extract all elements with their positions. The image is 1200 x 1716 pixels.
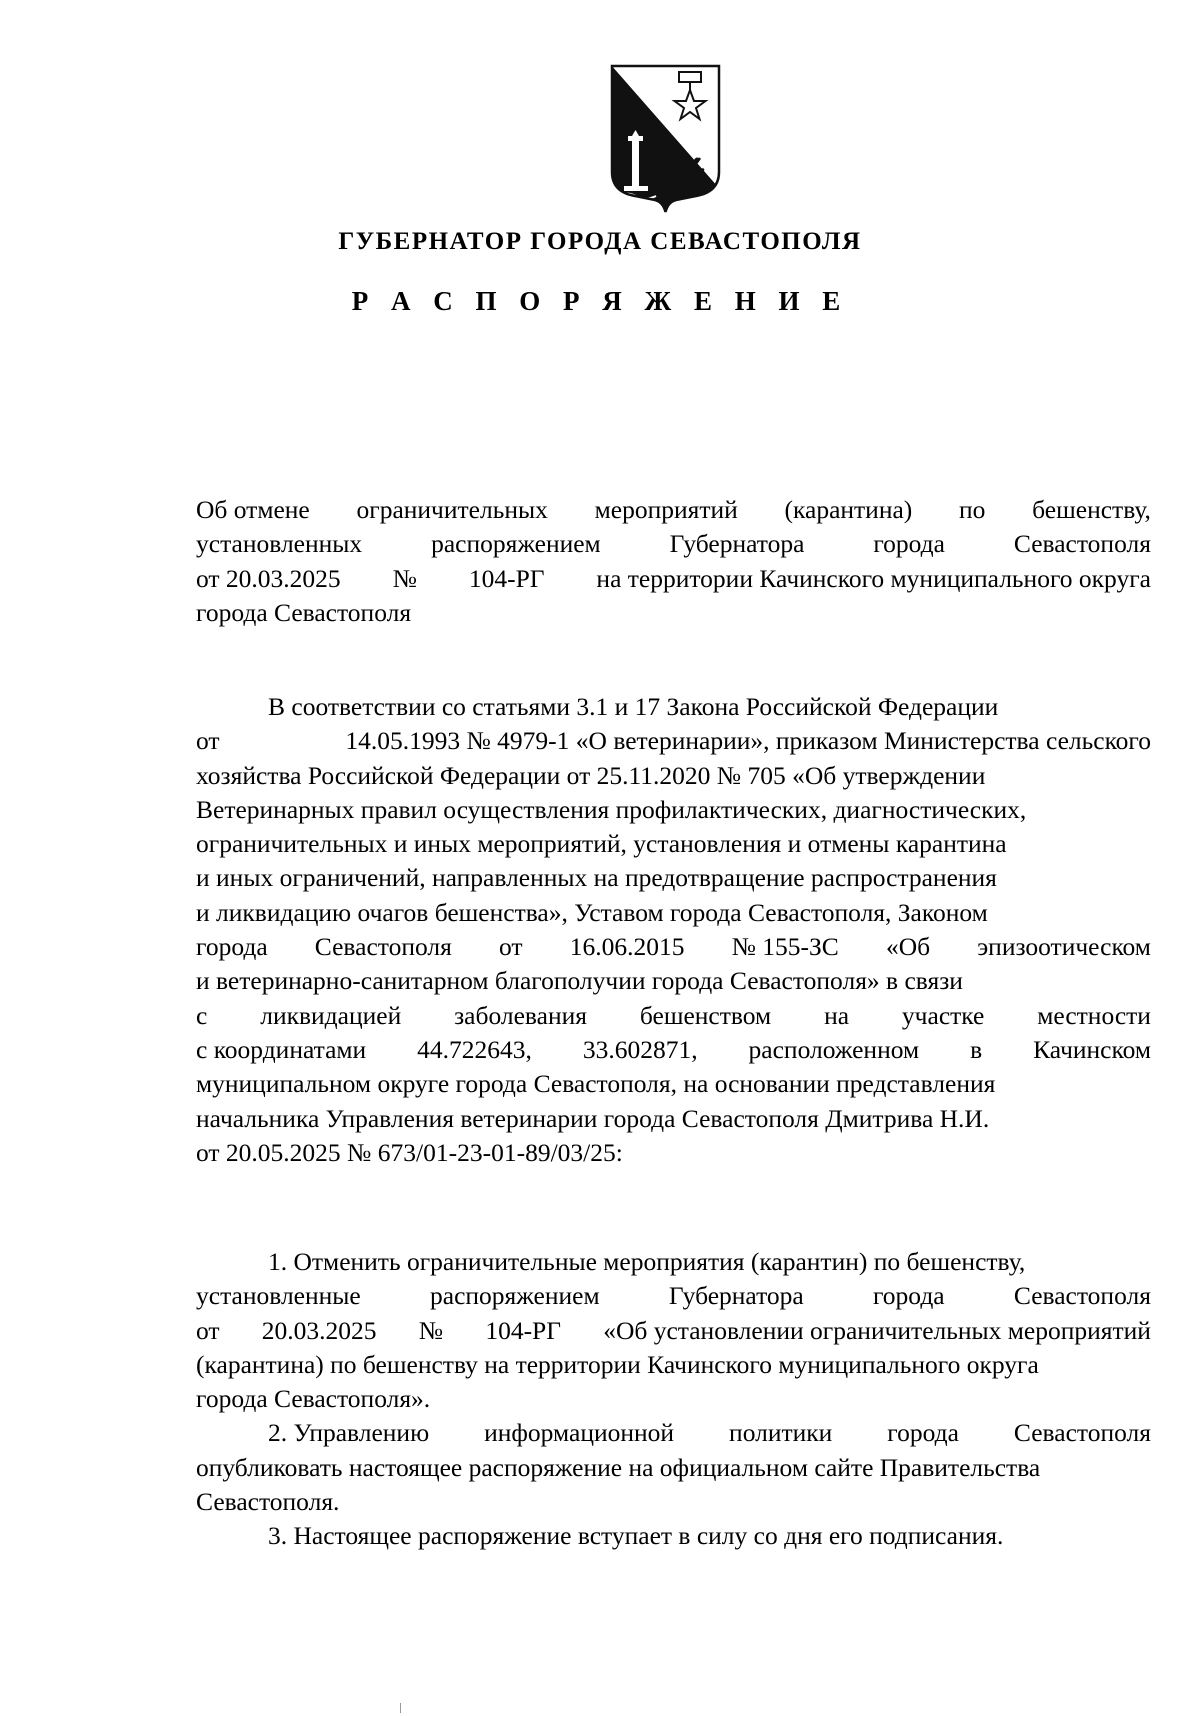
- text-segment: 33.602871,: [582, 1034, 698, 1064]
- text-segment: города Севастополя: [196, 597, 412, 627]
- text-segment: бешенством: [639, 1000, 772, 1030]
- text-line: [196, 1382, 1151, 1416]
- text-segment: распоряжением: [431, 529, 601, 559]
- text-segment: с координатами: [196, 1034, 367, 1064]
- issuing-authority: ГУБЕРНАТОР ГОРОДА СЕВАСТОПОЛЯ: [338, 228, 862, 255]
- text-segment: города: [196, 932, 268, 962]
- text-segment: 14.05.1993 № 4979-1 «О ветеринарии», приказом Министерства сельского: [345, 726, 1151, 756]
- text-segment: от: [498, 932, 523, 962]
- text-segment: №: [418, 1315, 444, 1345]
- text-segment: расположенном: [748, 1034, 920, 1064]
- text-line: [196, 793, 1151, 827]
- text-segment: 44.722643,: [417, 1034, 532, 1064]
- text-segment: эпизоотическом: [977, 932, 1151, 962]
- text-line: [196, 1519, 1151, 1553]
- text-segment: В соответствии со статьями 3.1 и 17 Закона Российской Федерации: [268, 692, 999, 721]
- text-segment: Севастополя: [1013, 1281, 1151, 1311]
- text-line: [196, 896, 1151, 930]
- text-line: [196, 1245, 1151, 1279]
- text-segment: ограничительных и иных мероприятий, установления и отмены карантина: [196, 829, 1007, 859]
- text-segment: города Севастополя».: [196, 1384, 431, 1414]
- text-segment: ликвидацией: [260, 1000, 402, 1030]
- text-segment: 2. Управлению: [268, 1418, 430, 1448]
- document-subject: [196, 493, 1151, 630]
- text-line: [196, 1136, 1151, 1170]
- text-line: [196, 1102, 1151, 1136]
- order-items: [196, 1245, 1151, 1554]
- text-segment: от: [196, 1315, 220, 1345]
- text-segment: 1. Отменить ограничительные мероприятия (карантин) по бешенству,: [268, 1247, 1026, 1276]
- text-segment: Севастополя.: [196, 1487, 340, 1517]
- text-line: [196, 1485, 1151, 1519]
- text-segment: 104-РГ: [485, 1315, 561, 1345]
- text-line: [196, 1279, 1151, 1313]
- text-segment: установленных: [196, 529, 363, 559]
- text-segment: Губернатора: [668, 1281, 804, 1311]
- text-segment: опубликовать настоящее распоряжение на официальном сайте Правительства: [196, 1452, 1041, 1482]
- order-item-1: [196, 1245, 1151, 1416]
- text-segment: мероприятий: [594, 495, 738, 524]
- text-segment: на: [824, 1000, 850, 1030]
- text-segment: от 20.05.2025 № 673/01-23-01-89/03/25:: [196, 1137, 623, 1167]
- text-segment: муниципальном округе города Севастополя, на основании представления: [196, 1069, 996, 1099]
- text-segment: (карантина) по бешенству на территории Качинского муниципального округа: [196, 1349, 1039, 1379]
- text-segment: политики: [729, 1418, 833, 1448]
- text-segment: №: [392, 563, 417, 593]
- text-segment: Качинском: [1033, 1034, 1151, 1064]
- preamble-paragraph: [196, 690, 1151, 1170]
- text-segment: Ветеринарных правил осуществления профилактических, диагностических,: [196, 794, 1027, 824]
- text-segment: «Об установлении ограничительных мероприятий: [603, 1315, 1151, 1345]
- text-segment: по: [959, 495, 986, 524]
- text-segment: информационной: [484, 1418, 675, 1448]
- text-line: [196, 759, 1151, 793]
- text-line: [196, 930, 1151, 964]
- text-segment: и иных ограничений, направленных на предотвращение распространения: [196, 863, 997, 893]
- text-line: [196, 1416, 1151, 1450]
- text-line: [196, 1067, 1151, 1101]
- text-segment: Севастополя: [314, 932, 452, 962]
- text-line: [196, 1033, 1151, 1067]
- text-segment: Губернатора: [669, 529, 805, 559]
- text-line: [196, 562, 1151, 596]
- text-line: [196, 964, 1151, 998]
- text-segment: в: [970, 1034, 983, 1064]
- text-segment: бешенству,: [1032, 495, 1151, 524]
- text-segment: от 20.03.2025: [196, 563, 341, 593]
- text-segment: установленные: [196, 1281, 361, 1311]
- text-line: [196, 1314, 1151, 1348]
- text-line: [196, 827, 1151, 861]
- text-line: [196, 493, 1151, 527]
- text-line: [196, 596, 1151, 630]
- text-segment: города: [887, 1418, 959, 1448]
- text-segment: 20.03.2025: [261, 1315, 377, 1345]
- text-line: [196, 690, 1151, 724]
- text-segment: начальника Управления ветеринарии города Севастополя Дмитрива Н.И.: [196, 1103, 990, 1133]
- text-segment: № 155-ЗС: [731, 932, 839, 962]
- text-segment: от: [196, 726, 220, 756]
- text-segment: на территории Качинского муниципального округа: [596, 563, 1151, 593]
- text-line: [196, 1348, 1151, 1382]
- text-segment: и ветеринарно-санитарном благополучии города Севастополя» в связи: [196, 966, 963, 996]
- text-line: [196, 861, 1151, 895]
- text-segment: Севастополя: [1013, 1418, 1151, 1448]
- text-line: [196, 527, 1151, 561]
- text-segment: (карантина): [784, 495, 913, 524]
- text-line: [196, 999, 1151, 1033]
- text-segment: заболевания: [454, 1000, 587, 1030]
- document-type-title: Р А С П О Р Я Ж Е Н И Е: [351, 286, 849, 316]
- text-segment: с: [196, 1000, 208, 1030]
- text-segment: местности: [1037, 1000, 1151, 1030]
- order-item-2: [196, 1416, 1151, 1519]
- text-segment: хозяйства Российской Федерации от 25.11.2020 № 705 «Об утверждении: [196, 760, 986, 790]
- text-segment: Севастополя: [1013, 529, 1151, 559]
- sevastopol-coat-of-arms-icon: [604, 60, 727, 215]
- text-line: [196, 724, 1151, 758]
- text-segment: участке: [901, 1000, 985, 1030]
- text-segment: города: [872, 1281, 945, 1311]
- text-segment: города: [873, 529, 945, 559]
- text-segment: ограничительных: [356, 495, 548, 524]
- text-segment: и ликвидацию очагов бешенства», Уставом города Севастополя, Законом: [196, 897, 988, 927]
- text-segment: распоряжением: [430, 1281, 600, 1311]
- text-segment: 3. Настоящее распоряжение вступает в силу со дня его подписания.: [268, 1521, 1004, 1551]
- text-segment: 16.06.2015: [569, 932, 685, 962]
- text-line: [196, 1451, 1151, 1485]
- text-segment: Об отмене: [196, 495, 310, 524]
- order-item-3: [196, 1519, 1151, 1553]
- scan-margin-mark: [400, 1703, 405, 1713]
- text-segment: 104-РГ: [468, 563, 545, 593]
- text-segment: «Об: [885, 932, 931, 962]
